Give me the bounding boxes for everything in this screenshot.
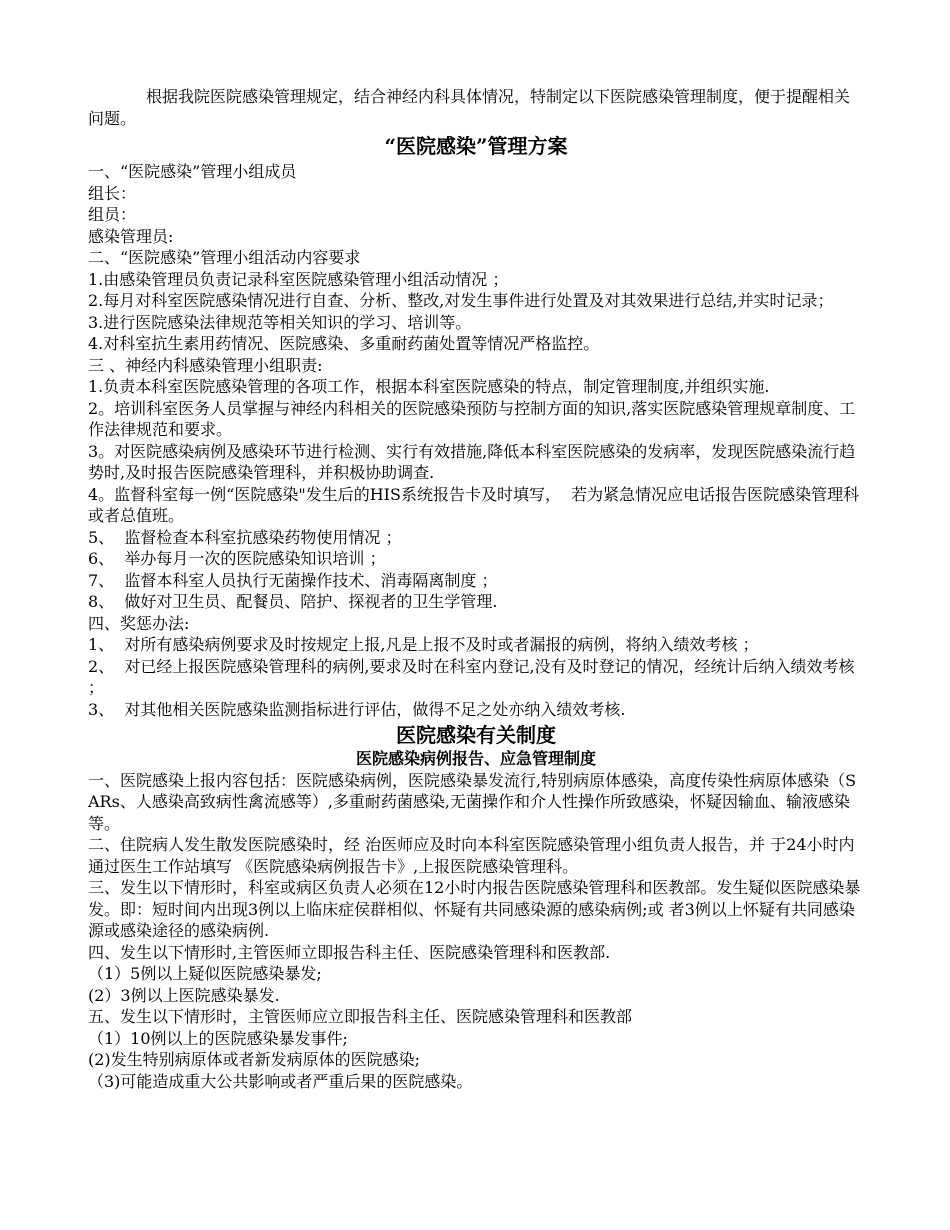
body-line: （3)可能造成重大公共影响或者严重后果的医院感染。	[88, 1071, 473, 1091]
body-line: 二、住院病人发生散发医院感染时，经 治医师应及时向本科室医院感染管理小组负责人报告，并 于24小时内通过医生工作站填写 《医院感染病例报告卡》,上报医院感染管理科。	[88, 835, 855, 876]
body-line: 一、“医院感染”管理小组成员	[88, 162, 297, 181]
body-line: 2、 对已经上报医院感染管理科的病例,要求及时在科室内登记,没有及时登记的情况，经统计后纳入绩效考核 ；	[88, 656, 860, 697]
body-line: 一、医院感染上报内容包括：医院感染病例，医院感染暴发流行,特别病原体感染，高度传染性病原体感染（SARs、人感染高致病性禽流感等）,多重耐药菌感染,无菌操作和介人性操作所致感染，怀疑因输血、输液感染等。	[88, 770, 857, 833]
section2-body	[88, 770, 864, 1093]
body-line: 1、 对所有感染病例要求及时按规定上报,凡是上报不及时或者漏报的病例，将纳入绩效考核 ；	[88, 635, 759, 654]
body-line: 6、 举办每月一次的医院感染知识培训 ；	[88, 549, 386, 568]
body-line: 二、“医院感染”管理小组活动内容要求	[88, 248, 361, 267]
section2-subtitle: 医院感染病例报告、应急管理制度	[355, 749, 596, 768]
body-line: （1）5例以上疑似医院感染暴发;	[88, 964, 322, 983]
body-line: 四、发生以下情形时,主管医师立即报告科主任、医院感染管理科和医教部.	[88, 942, 611, 962]
body-line: 组长：	[88, 183, 137, 203]
body-line: 三、发生以下情形时，科室或病区负责人必须在12小时内报告医院感染管理科和医教部。发生疑似医院感染暴发。即：短时间内出现3例以上临床症侯群相似、怀疑有共同感染源的感染病例;或 者3例以上怀疑有共同感染源或感染途径的感染病例.	[88, 878, 861, 940]
document-page	[88, 86, 864, 1092]
body-line: 1.负责本科室医院感染管理的各项工作，根据本科室医院感染的特点，制定管理制度,并组织实施.	[88, 377, 770, 396]
section1-title: “医院感染”管理方案	[384, 134, 568, 158]
section2-title: 医院感染有关制度	[396, 723, 556, 747]
body-line: 3.进行医院感染法律规范等相关知识的学习、培训等。	[88, 312, 472, 332]
body-line: 4.对科室抗生素用药情况、医院感染、多重耐药菌处置等情况严格监控。	[88, 334, 600, 353]
body-line: 四、奖惩办法:	[88, 613, 190, 633]
body-line: 组员：	[88, 205, 137, 224]
body-line: (2)发生特别病原体或者新发病原体的医院感染;	[88, 1050, 421, 1069]
section1-body	[88, 161, 864, 720]
body-line: 三 、神经内科感染管理小组职责:	[88, 355, 323, 375]
body-line: 7、 监督本科室人员执行无菌操作技术、消毒隔离制度 ；	[88, 570, 498, 590]
body-line: 五、发生以下情形时，主管医师应立即报告科主任、医院感染管理科和医教部	[88, 1007, 633, 1026]
body-line: 3。对医院感染病例及感染环节进行检测、实行有效措施,降低本科室医院感染的发病率，发现医院感染流行趋势时,及时报告医院感染管理科，并积极协助调查.	[88, 441, 856, 482]
body-line: 2。培训科室医务人员掌握与神经内科相关的医院感染预防与控制方面的知识,落实医院感染管理规章制度、工作法律规范和要求。	[88, 398, 856, 439]
body-line: 5、 监督检查本科室抗感染药物使用情况 ；	[88, 527, 402, 547]
body-line: 2.每月对科室医院感染情况进行自查、分析、整改,对发生事件进行处置及对其效果进行总结,并实时记录；	[88, 291, 834, 310]
body-line: 感染管理员:	[88, 226, 174, 246]
body-line: 3、 对其他相关医院感染监测指标进行评估，做得不足之处亦纳入绩效考核.	[88, 699, 626, 719]
body-line: （1）10例以上的医院感染暴发事件;	[88, 1028, 348, 1048]
body-line: (2）3例以上医院感染暴发.	[88, 985, 280, 1005]
body-line: 4。监督科室每一例“医院感染"发生后的HIS系统报告卡及时填写， 若为紧急情况应电话报告医院感染管理科或者总值班。	[88, 484, 860, 525]
body-line: 1.由感染管理员负责记录科室医院感染管理小组活动情况 ；	[88, 269, 509, 289]
intro-paragraph: 根据我院医院感染管理规定，结合神经内科具体情况，特制定以下医院感染管理制度，便于提醒相关问题。	[88, 87, 851, 128]
body-line: 8、 做好对卫生员、配餐员、陪护、探视者的卫生学管理.	[88, 592, 498, 611]
